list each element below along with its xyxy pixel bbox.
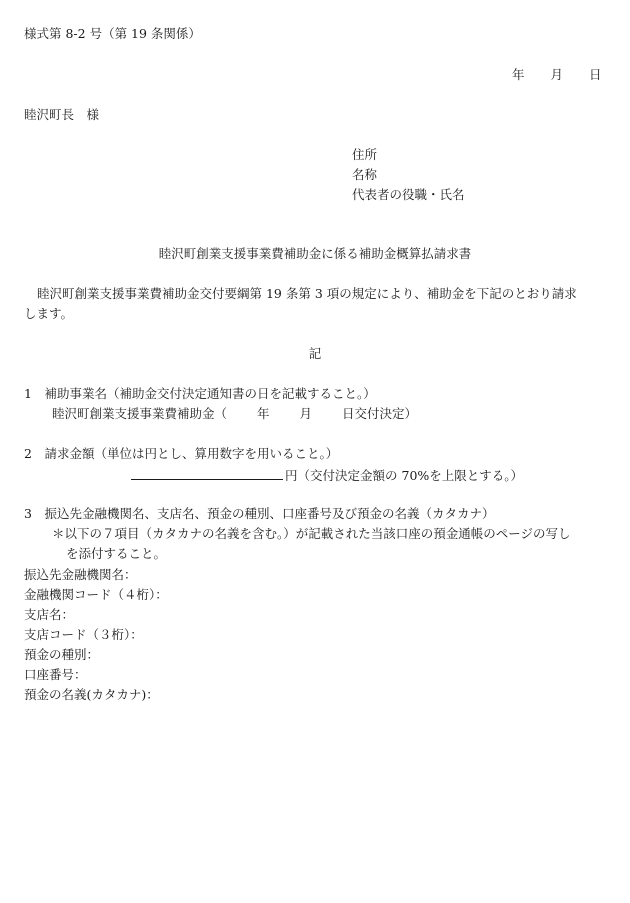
date-day: 日: [589, 67, 602, 82]
bank-field-bank-name: 振込先金融機関名：: [24, 567, 137, 582]
item2-note: （交付決定金額の 70%を上限とする。）: [297, 468, 524, 483]
form-number: 様式第 8-2 号（第 19 条関係）: [24, 26, 201, 41]
applicant-address-label: 住所: [352, 147, 378, 162]
intro-line-1: 睦沢町創業支援事業費補助金交付要綱第 19 条第 3 項の規定により、補助金を下記のとおり請求: [37, 286, 577, 301]
bank-field-account-number: 口座番号：: [24, 667, 87, 682]
date-month: 月: [550, 67, 564, 82]
item1-program-line: [52, 405, 417, 422]
item3-note-line-1: ＊以下の７項目（カタカナの名義を含む。）が記載された当該口座の預金通帳のページの写し: [52, 526, 571, 541]
bank-field-branch-code: 支店コード（３桁）：: [24, 627, 143, 642]
intro-line-2: します。: [24, 306, 74, 321]
ki-heading: 記: [308, 346, 322, 361]
item1-month: 月: [299, 406, 313, 421]
addressee: 睦沢町長 様: [24, 107, 100, 122]
item2-yen: 円: [285, 468, 298, 483]
applicant-representative-label: 代表者の役職・氏名: [352, 187, 465, 202]
date-year: 年: [512, 67, 525, 82]
item1-program: 睦沢町創業支援事業費補助金（: [52, 406, 228, 421]
item1-year: 年: [257, 406, 270, 421]
item3-note-line-2: を添付すること。: [66, 546, 167, 561]
item3-heading: 3 振込先金融機関名、支店名、預金の種別、口座番号及び預金の名義（カタカナ）: [24, 506, 495, 521]
bank-field-bank-code: 金融機関コード（４桁）：: [24, 587, 168, 602]
bank-field-branch-name: 支店名：: [24, 607, 75, 622]
bank-field-account-holder: 預金の名義(カタカナ)：: [24, 687, 159, 702]
item1-day: 日交付決定）: [342, 406, 418, 421]
amount-input-line[interactable]: [131, 465, 283, 480]
item1-heading: 1 補助事業名（補助金交付決定通知書の日を記載すること。）: [24, 386, 376, 401]
bank-field-deposit-type: 預金の種別：: [24, 647, 100, 662]
applicant-name-label: 名称: [352, 167, 378, 182]
date-line: [512, 66, 602, 83]
item2-heading: 2 請求金額（単位は円とし、算用数字を用いること。）: [24, 446, 339, 461]
document-title: 睦沢町創業支援事業費補助金に係る補助金概算払請求書: [158, 246, 472, 261]
item2-amount-line: [131, 465, 523, 484]
